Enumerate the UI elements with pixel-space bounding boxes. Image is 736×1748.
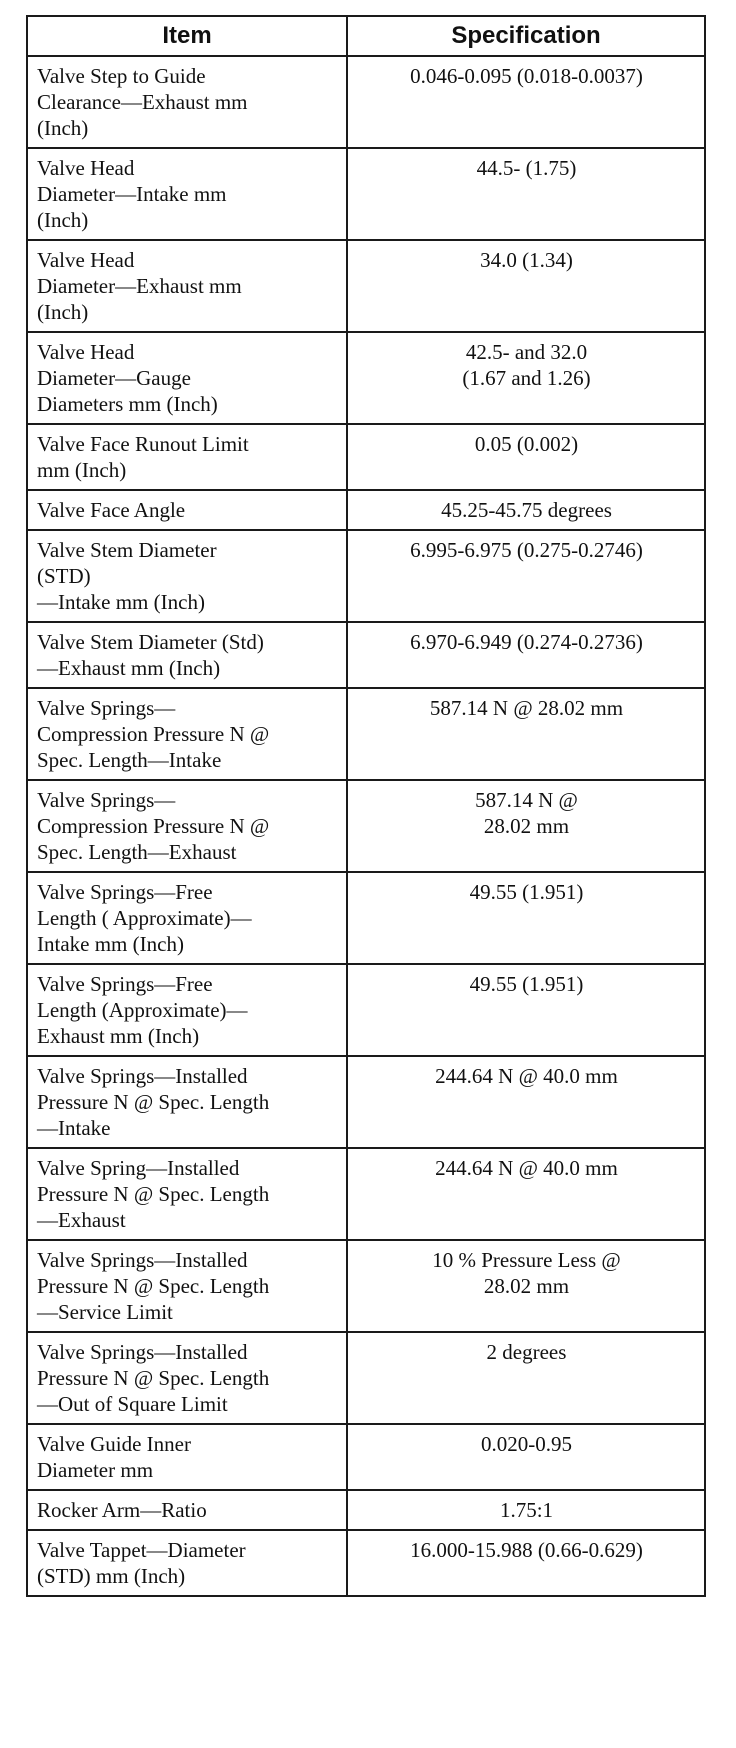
item-line: Rocker Arm—Ratio (37, 1498, 207, 1522)
spec-cell (347, 148, 705, 240)
item-line: Valve Springs—Installed (37, 1064, 248, 1088)
item-cell (27, 148, 347, 240)
item-line: Valve Springs— (37, 696, 176, 720)
spec-line: 49.55 (1.951) (469, 880, 584, 904)
table-row (27, 1240, 705, 1332)
item-line: Valve Spring—Installed (37, 1156, 240, 1180)
item-line: Valve Springs—Free (37, 880, 213, 904)
table-row (27, 688, 705, 780)
spec-cell (347, 490, 705, 530)
item-line: Valve Guide Inner (37, 1432, 191, 1456)
item-line: Valve Springs—Free (37, 972, 213, 996)
spec-line: (1.67 and 1.26) (462, 366, 591, 390)
spec-line: 6.970-6.949 (0.274-0.2736) (410, 630, 643, 654)
item-cell (27, 872, 347, 964)
item-line: Valve Head (37, 156, 135, 180)
spec-cell (347, 56, 705, 148)
spec-line: 16.000-15.988 (0.66-0.629) (410, 1538, 643, 1562)
item-line: (Inch) (37, 300, 89, 324)
spec-line: 28.02 mm (483, 1274, 570, 1298)
spec-line: 49.55 (1.951) (469, 972, 584, 996)
spec-line: 2 degrees (486, 1340, 567, 1364)
spec-line: 0.05 (0.002) (474, 432, 579, 456)
table-row (27, 530, 705, 622)
item-cell (27, 530, 347, 622)
header-specification: Specification (347, 16, 705, 56)
item-cell (27, 1056, 347, 1148)
item-line: Diameter—Gauge (37, 366, 191, 390)
spec-cell (347, 1148, 705, 1240)
spec-line: 0.046-0.095 (0.018-0.0037) (410, 64, 643, 88)
table-row (27, 1490, 705, 1530)
spec-cell (347, 1240, 705, 1332)
spec-cell (347, 1424, 705, 1490)
spec-line: 44.5- (1.75) (476, 156, 577, 180)
spec-cell (347, 780, 705, 872)
item-line: Valve Tappet—Diameter (37, 1538, 246, 1562)
spec-line: 42.5- and 32.0 (465, 340, 588, 364)
table-row (27, 1148, 705, 1240)
table-row (27, 1530, 705, 1596)
item-line: Length ( Approximate)— (37, 906, 252, 930)
item-line: Diameter—Exhaust mm (37, 274, 242, 298)
spec-line: 244.64 N @ 40.0 mm (435, 1064, 618, 1088)
spec-cell (347, 530, 705, 622)
item-line: Diameter—Intake mm (37, 182, 227, 206)
spec-line: 0.020-0.95 (481, 1432, 572, 1456)
item-line: Diameters mm (Inch) (37, 392, 218, 416)
spec-cell (347, 240, 705, 332)
item-line: Diameter mm (37, 1458, 154, 1482)
spec-line: 10 % Pressure Less @ (432, 1248, 621, 1272)
item-line: (Inch) (37, 208, 89, 232)
item-cell (27, 1148, 347, 1240)
item-line: —Intake mm (Inch) (37, 590, 205, 614)
item-cell (27, 1424, 347, 1490)
table-row (27, 424, 705, 490)
table-row (27, 780, 705, 872)
item-line: Valve Springs—Installed (37, 1340, 248, 1364)
item-line: —Exhaust (37, 1208, 126, 1232)
spec-cell (347, 964, 705, 1056)
item-line: —Out of Square Limit (37, 1392, 228, 1416)
spec-line: 587.14 N @ 28.02 mm (429, 696, 624, 720)
item-cell (27, 1332, 347, 1424)
item-line: Pressure N @ Spec. Length (37, 1182, 270, 1206)
item-cell (27, 56, 347, 148)
item-line: (STD) mm (Inch) (37, 1564, 186, 1588)
item-cell (27, 964, 347, 1056)
item-line: Pressure N @ Spec. Length (37, 1090, 270, 1114)
item-cell (27, 490, 347, 530)
item-cell (27, 240, 347, 332)
item-cell (27, 1530, 347, 1596)
spec-cell (347, 622, 705, 688)
item-line: Intake mm (Inch) (37, 932, 184, 956)
item-line: Clearance—Exhaust mm (37, 90, 248, 114)
item-line: Valve Stem Diameter (Std) (37, 630, 264, 654)
item-cell (27, 780, 347, 872)
item-line: Spec. Length—Intake (37, 748, 222, 772)
table-row (27, 964, 705, 1056)
table-row (27, 1424, 705, 1490)
item-line: mm (Inch) (37, 458, 127, 482)
spec-line: 244.64 N @ 40.0 mm (435, 1156, 618, 1180)
item-line: Valve Springs—Installed (37, 1248, 248, 1272)
spec-line: 6.995-6.975 (0.275-0.2746) (410, 538, 643, 562)
table-row (27, 1056, 705, 1148)
spec-line: 587.14 N @ (475, 788, 578, 812)
spec-cell (347, 1530, 705, 1596)
item-line: Valve Face Runout Limit (37, 432, 249, 456)
item-line: Valve Step to Guide (37, 64, 206, 88)
item-line: Spec. Length—Exhaust (37, 840, 237, 864)
item-cell (27, 622, 347, 688)
table-row (27, 622, 705, 688)
item-line: Compression Pressure N @ (37, 814, 270, 838)
item-line: Pressure N @ Spec. Length (37, 1366, 270, 1390)
item-line: (STD) (37, 564, 91, 588)
spec-cell (347, 1332, 705, 1424)
item-cell (27, 424, 347, 490)
item-line: Valve Head (37, 248, 135, 272)
item-line: Valve Stem Diameter (37, 538, 217, 562)
item-line: —Intake (37, 1116, 111, 1140)
item-line: —Exhaust mm (Inch) (37, 656, 221, 680)
item-line: Valve Springs— (37, 788, 176, 812)
table-row (27, 56, 705, 148)
item-line: Exhaust mm (Inch) (37, 1024, 200, 1048)
item-line: Length (Approximate)— (37, 998, 248, 1022)
table-row (27, 148, 705, 240)
spec-line: 45.25-45.75 degrees (441, 498, 612, 522)
spec-cell (347, 332, 705, 424)
spec-line: 34.0 (1.34) (480, 248, 573, 272)
table-body (27, 56, 705, 1596)
item-line: (Inch) (37, 116, 89, 140)
item-line: Compression Pressure N @ (37, 722, 270, 746)
table-row (27, 1332, 705, 1424)
table-row (27, 490, 705, 530)
table-row (27, 872, 705, 964)
item-cell (27, 1490, 347, 1530)
item-line: Valve Head (37, 340, 135, 364)
spec-cell (347, 424, 705, 490)
spec-cell (347, 1056, 705, 1148)
item-line: —Service Limit (37, 1300, 173, 1324)
item-cell (27, 1240, 347, 1332)
table-header-row (27, 16, 705, 56)
valve-specification-table (26, 15, 706, 1597)
spec-cell (347, 1490, 705, 1530)
header-item: Item (27, 16, 347, 56)
spec-cell (347, 688, 705, 780)
item-line: Pressure N @ Spec. Length (37, 1274, 270, 1298)
item-line: Valve Face Angle (37, 498, 186, 522)
item-cell (27, 332, 347, 424)
item-cell (27, 688, 347, 780)
spec-cell (347, 872, 705, 964)
table-row (27, 240, 705, 332)
spec-line: 28.02 mm (483, 814, 570, 838)
table-row (27, 332, 705, 424)
spec-line: 1.75:1 (499, 1498, 554, 1522)
